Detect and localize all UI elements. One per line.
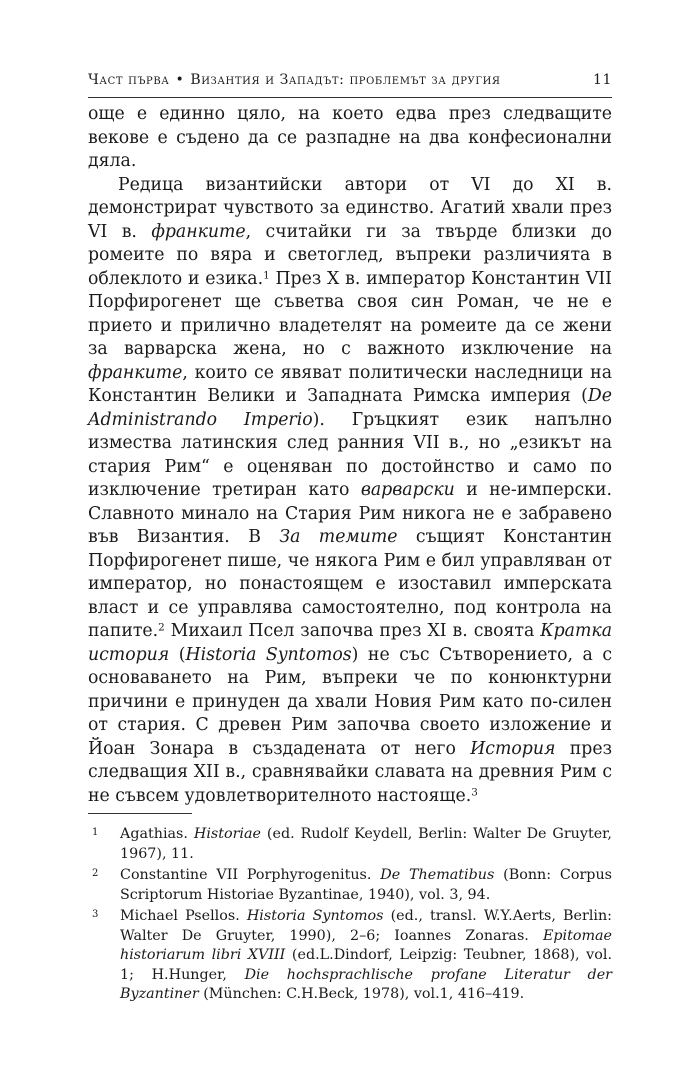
footnote-1: [88, 825, 612, 864]
italic-term: франките: [151, 221, 246, 242]
footnote-author: Agathias.: [120, 826, 194, 842]
body-text: [88, 103, 612, 808]
footnote-details: (ed.L.Dindorf, Leipzig: Teubner, 1868), vol. 1; H.Hunger,: [120, 947, 612, 983]
italic-term: франките: [88, 362, 183, 383]
paragraph-main: [88, 174, 612, 809]
footnote-details: (ed. Rudolf Keydell, Berlin: Walter De Gruyter, 1967), 11.: [120, 826, 612, 862]
italic-title: Historia Syntomos: [185, 644, 352, 665]
footnote-number: 3: [92, 909, 99, 920]
running-header-title: [88, 72, 501, 88]
running-header: [88, 72, 612, 94]
header-bullet: •: [175, 72, 185, 88]
text-run: Михаил Псел започва през XI в. своята: [164, 621, 541, 641]
text-run: Редица византийски автори от VI до XI в. демонстрират чувството за единство. Агатий хвали през VI в.: [88, 174, 612, 242]
text-run: през следващия XII в., сравнявайки славата на древния Рим с не съвсем удовлетворителното настояще.: [88, 738, 613, 806]
italic-title: Кратка история: [88, 621, 612, 665]
footnote-details: (Bonn: Corpus Scriptorum Historiae Byzantinae, 1940), vol. 3, 94.: [120, 867, 612, 903]
italic-title: За темите: [279, 527, 398, 547]
footnote-number: 1: [92, 827, 99, 838]
footnote-divider: [88, 813, 192, 814]
footnote-text: [120, 866, 612, 905]
footnote-2: [88, 866, 612, 905]
footnote-details: (München: C.H.Beck, 1978), vol.1, 416–419.: [198, 986, 525, 1002]
footnote-number: 2: [92, 868, 99, 879]
footnote-author: Michael Psellos.: [120, 908, 247, 924]
italic-title: De Administrando Imperio: [88, 386, 612, 430]
text-run: същият Константин Порфирогенет пише, че някога Рим е бил управляван от император, но понастоящем е изоставил имперската власт и се управлява самостоятелно, под контрола на папите.: [88, 527, 612, 641]
text-run: ). Гръцкият език напълно измества латинския след ранния VII в., но „езикът на стария Рим“ е оценяван по достойнство и само по изключение третиран като: [88, 409, 612, 500]
footnote-ref-3[interactable]: 3: [471, 785, 478, 798]
footnote-author: Constantine VII Porphyrogenitus.: [120, 867, 381, 883]
text-run: , които се явяват политически наследници на Константин Велики и Западната Римска империя (: [88, 362, 612, 406]
footnote-work-title: Die hochsprachlische profane Literatur der Byzantiner: [120, 966, 612, 1002]
italic-title: История: [470, 738, 556, 759]
text-run: и не-имперски. Славното минало на Стария Рим никога не е забравено във Византия. В: [88, 480, 612, 547]
footnotes: [88, 825, 612, 1007]
footnote-text: [120, 907, 612, 1005]
text-run: (: [169, 644, 186, 665]
text-run: , считайки ги за твърде близки до ромеите по вяра и светоглед, въпреки различията в облеклото и езика.: [88, 221, 613, 289]
footnote-ref-2[interactable]: 2: [158, 621, 165, 634]
header-chapter-title: Византия и Западът: проблемът за другия: [190, 72, 501, 88]
text-run: През X в. император Константин VII Порфирогенет ще съветва своя син Роман, че не е прието и прилично владетелят на ромеите да се жени за варварска жена, но с важното изключение на: [88, 268, 612, 359]
footnote-work-title: De Thematibus: [380, 867, 495, 883]
header-divider: [88, 97, 612, 98]
footnote-ref-1[interactable]: 1: [263, 268, 270, 281]
italic-term: варварски: [360, 480, 455, 500]
footnote-details: (ed., transl. W.Y.Aerts, Berlin: Walter De Gruyter, 1990), 2–6; Ioannes Zonaras.: [120, 908, 612, 944]
footnote-work-title: Historia Syntomos: [246, 908, 384, 924]
page-number: 11: [592, 72, 612, 88]
footnote-text: [120, 825, 612, 864]
text-run: ) не със Сътворението, а с основаването на Рим, въпреки че по конюнктурни причини е принуден да хвали Новия Рим като по-силен от стария. С древен Рим започва своето изложение и Йоан Зонара в създадената от него: [88, 644, 612, 759]
footnote-3: [88, 907, 612, 1005]
paragraph-continued: още е единно цяло, на което едва през следващите векове е съдено да се разпадне на два конфесионални дяла.: [88, 104, 612, 171]
footnote-work-title: Historiae: [193, 826, 261, 842]
header-part-label: Част първа: [88, 72, 170, 88]
footnote-work-title: Epitomae historiarum libri XVIII: [120, 927, 612, 963]
